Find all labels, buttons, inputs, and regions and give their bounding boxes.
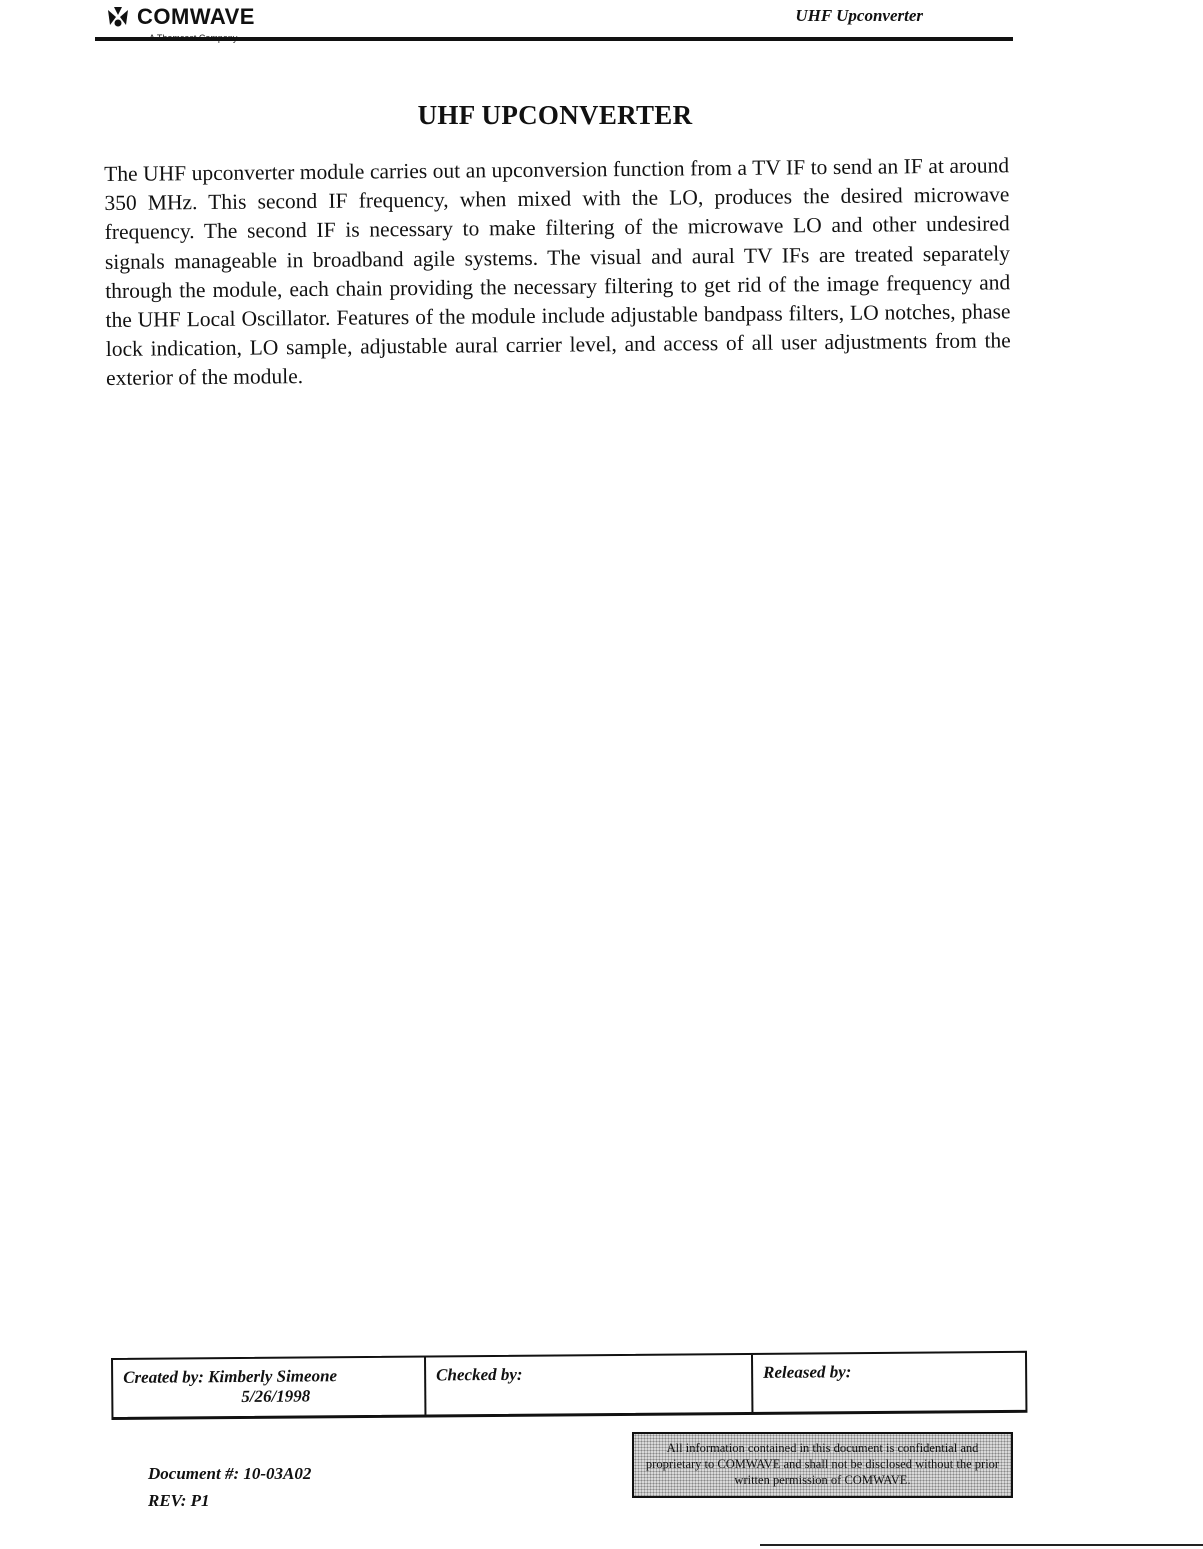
body-paragraph: The UHF upconverter module carries out an upconversion function from a TV IF to send an IF at around 350 MHz. This second IF frequency, when mixed with the LO, produces the desired microwave frequency. The second IF is necessary to make filtering of the microwave LO and other undesired signals manageable in broadband agile systems. The visual and aural TV IFs are treated separately through the module, each chain providing the necessary filtering to get rid of the image frequency and the UHF Local Oscillator. Features of the module include adjustable bandpass filters, LO notches, phase lock indication, LO sample, adjustable aural carrier level, and access of all user adjustments from the exterior of the module. — [104, 153, 1011, 391]
released-by-label: Released by: — [763, 1362, 852, 1382]
document-info — [148, 1460, 311, 1514]
created-date: 5/26/1998 — [241, 1386, 311, 1406]
signoff-block — [111, 1351, 1028, 1438]
created-by-cell — [113, 1358, 426, 1417]
signoff-table — [111, 1351, 1027, 1420]
created-by-label: Created by: Kimberly Simeone — [123, 1366, 338, 1387]
document-number: Document #: 10-03A02 — [148, 1464, 312, 1483]
page-title: UHF UPCONVERTER — [417, 100, 693, 130]
company-logo — [105, 4, 255, 30]
checked-by-cell — [426, 1355, 753, 1415]
footer-rule — [760, 1544, 1203, 1546]
header-rule — [95, 37, 1013, 41]
document-revision: REV: P1 — [148, 1491, 210, 1510]
comwave-logo-icon — [105, 6, 131, 28]
released-by-cell — [753, 1353, 1025, 1412]
header-document-label: UHF Upconverter — [795, 6, 923, 25]
page-header — [95, 0, 1013, 50]
checked-by-label: Checked by: — [436, 1364, 523, 1385]
confidential-notice: All information contained in this document is confidential and proprietary to COMWAVE and shall not be disclosed without the prior written permission of COMWAVE. — [632, 1432, 1013, 1498]
logo-text: COMWAVE — [137, 4, 255, 29]
